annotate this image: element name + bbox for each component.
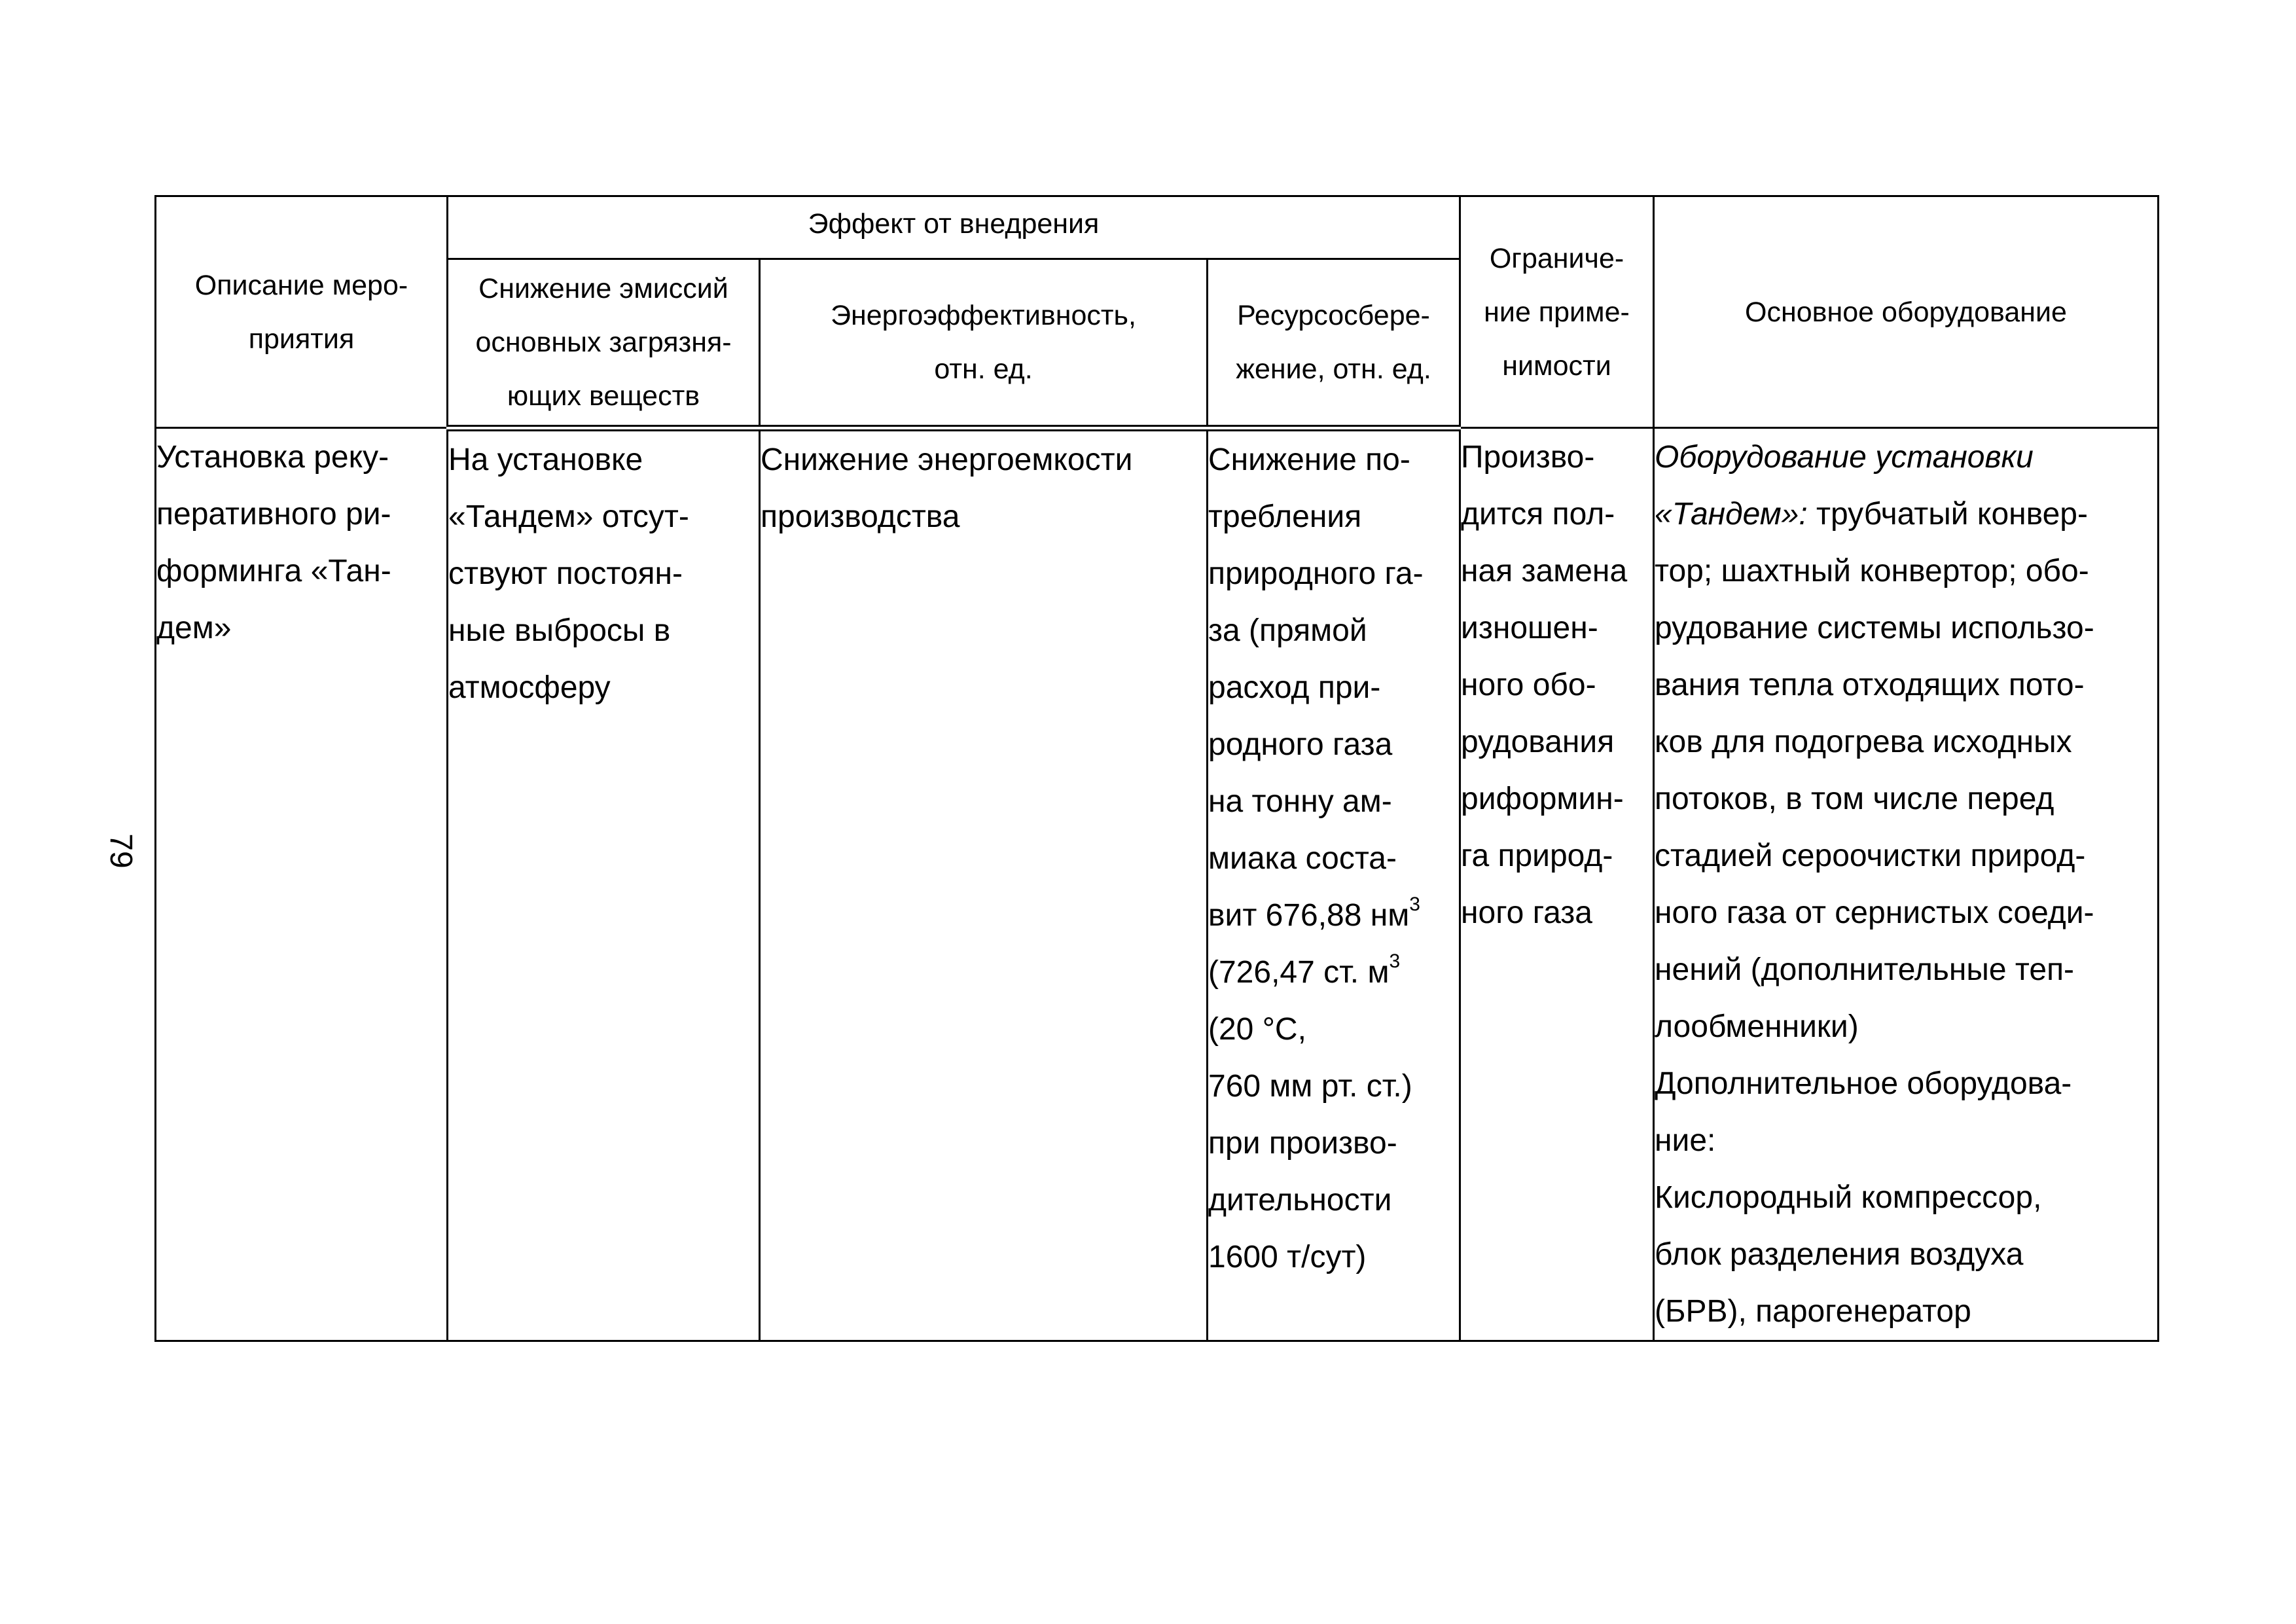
page-number: 79 — [103, 833, 139, 869]
cell-text: потоков, в том числе перед — [1655, 782, 2054, 816]
cell-text: (БРВ), парогенератор — [1655, 1294, 1971, 1329]
cell-text: «Тандем» отсут- — [448, 499, 689, 534]
bat-table — [154, 195, 2159, 1342]
cell-text: Кислородный компрессор, — [1655, 1180, 2042, 1215]
cell-text: трубчатый конвер- — [1807, 497, 2088, 532]
cell-limits — [1460, 428, 1654, 1341]
cell-text: стадией сероочистки природ- — [1655, 839, 2086, 873]
header-text: основных загрязня- — [475, 326, 732, 358]
cell-text: (726,47 ст. м — [1208, 954, 1390, 990]
cell-text: перативного ри- — [156, 497, 391, 532]
header-energy — [760, 259, 1208, 428]
cell-text: (20 °С, — [1208, 1011, 1306, 1047]
cell-text: на тонну ам- — [1208, 784, 1392, 819]
cell-description — [156, 428, 448, 1341]
header-effect-group: Эффект от внедрения — [448, 196, 1460, 259]
cell-text: блок разделения воздуха — [1655, 1237, 2024, 1272]
cell-text: риформин- — [1461, 782, 1624, 816]
cell-text: ков для подогрева исходных — [1655, 725, 2072, 759]
cell-equipment — [1654, 428, 2159, 1341]
header-text: отн. ед. — [934, 353, 1033, 385]
cell-text: Произво- — [1461, 440, 1595, 475]
cell-text: расход при- — [1208, 670, 1381, 705]
header-text: Снижение эмиссий — [478, 272, 728, 304]
cell-text-mixed — [1655, 486, 2157, 543]
table-row — [156, 428, 2159, 1341]
cell-text: форминга «Тан- — [156, 554, 391, 588]
header-text: ющих веществ — [507, 380, 700, 412]
cell-text: 760 мм рт. ст.) — [1208, 1068, 1412, 1104]
cell-text: тор; шахтный конвертор; обо- — [1655, 554, 2089, 588]
table-header-row-1 — [156, 196, 2159, 259]
cell-text: лообменники) — [1655, 1009, 1859, 1044]
header-text: ние приме- — [1484, 296, 1630, 328]
cell-text: ного газа — [1461, 895, 1592, 930]
cell-text-with-sup — [1208, 887, 1459, 944]
cell-text: миака соста- — [1208, 840, 1397, 876]
header-text: приятия — [248, 323, 355, 355]
cell-text: ная замена — [1461, 554, 1628, 588]
cell-text: ного обо- — [1461, 668, 1596, 702]
cell-text: за (прямой — [1208, 613, 1367, 648]
cell-text: дительности — [1208, 1182, 1392, 1218]
cell-text: ствуют постоян- — [448, 556, 683, 591]
cell-text: рудование системы использо- — [1655, 611, 2094, 645]
cell-text-italic: «Тандем»: — [1655, 497, 1808, 532]
cell-text: Снижение по- — [1208, 442, 1410, 477]
header-text: нимости — [1502, 350, 1611, 382]
header-text: Энергоэффективность, — [831, 299, 1136, 331]
cell-text: Снижение энергоемкости — [761, 442, 1133, 477]
superscript: 3 — [1409, 893, 1420, 915]
header-text: Ограниче- — [1489, 242, 1624, 274]
cell-text-italic: Оборудование установки — [1655, 440, 2034, 475]
header-text: жение, отн. ед. — [1236, 353, 1431, 385]
cell-energy — [760, 428, 1208, 1341]
cell-text: ного газа от сернистых соеди- — [1655, 895, 2094, 930]
cell-text: производства — [761, 499, 960, 534]
cell-text: родного газа — [1208, 727, 1393, 762]
cell-text: рудования — [1461, 725, 1615, 759]
cell-text: Дополнительное оборудова- — [1655, 1066, 2072, 1101]
cell-text: На установке — [448, 442, 643, 477]
header-description — [156, 196, 448, 428]
cell-text: ные выбросы в — [448, 613, 671, 648]
cell-text: ние: — [1655, 1123, 1716, 1158]
cell-text: га природ- — [1461, 839, 1613, 873]
cell-text: нений (дополнительные теп- — [1655, 952, 2075, 987]
cell-text-with-sup — [1208, 944, 1459, 1001]
header-emissions — [448, 259, 760, 428]
cell-text: изношен- — [1461, 611, 1598, 645]
cell-text: вания тепла отходящих пото- — [1655, 668, 2085, 702]
cell-emissions — [448, 428, 760, 1341]
cell-text: Установка реку- — [156, 440, 389, 475]
header-equipment: Основное оборудование — [1654, 196, 2159, 428]
header-resource — [1208, 259, 1460, 428]
superscript: 3 — [1389, 950, 1401, 972]
cell-text: дится пол- — [1461, 497, 1615, 532]
cell-text: требления — [1208, 499, 1362, 534]
cell-text: природного га- — [1208, 556, 1424, 591]
cell-text: при произво- — [1208, 1125, 1397, 1161]
header-text: Ресурсосбере- — [1237, 299, 1430, 331]
header-limits — [1460, 196, 1654, 428]
cell-resource — [1208, 428, 1460, 1341]
cell-text: атмосферу — [448, 670, 611, 705]
cell-text: 1600 т/сут) — [1208, 1239, 1367, 1274]
cell-text: дем» — [156, 611, 232, 645]
cell-text: вит 676,88 нм — [1208, 897, 1410, 933]
header-text: Описание меро- — [194, 269, 408, 301]
